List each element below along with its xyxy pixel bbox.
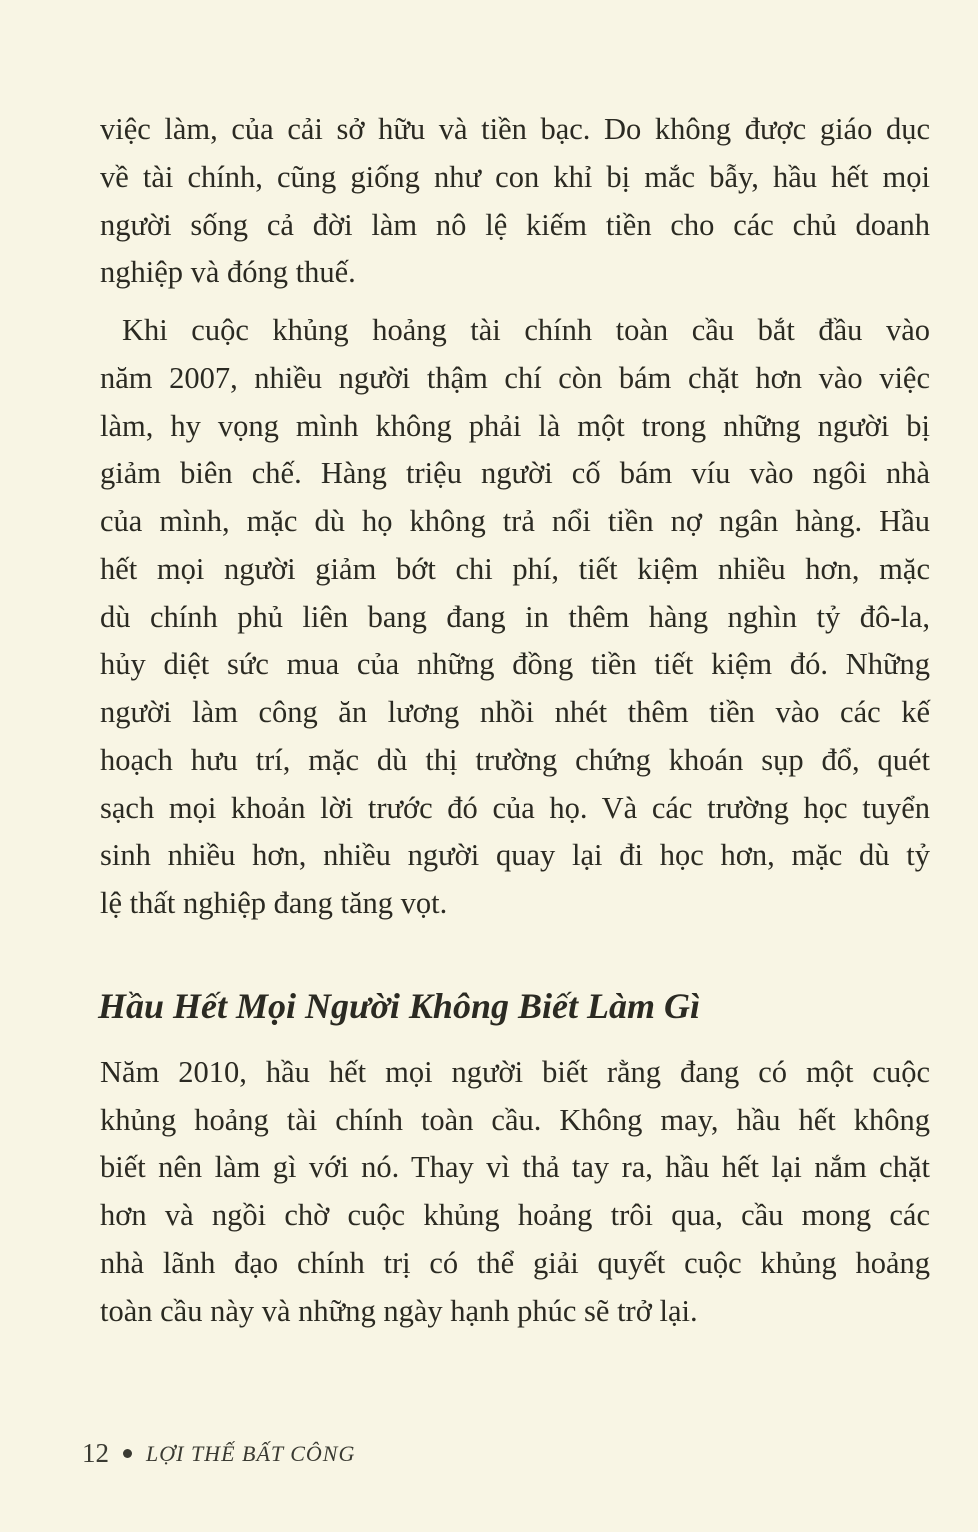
text-line: Năm 2010, hầu hết mọi người biết rằng đang có một cuộc (100, 1054, 930, 1089)
text-line: biết nên làm gì với nó. Thay vì thả tay ra, hầu hết lại nắm chặt (100, 1150, 930, 1185)
text-line: nhà lãnh đạo chính trị có thể giải quyết cuộc khủng hoảng (100, 1245, 930, 1280)
text-line: dù chính phủ liên bang đang in thêm hàng nghìn tỷ đô-la, (100, 599, 930, 634)
text-line: của mình, mặc dù họ không trả nổi tiền nợ ngân hàng. Hầu (100, 504, 930, 538)
paragraph-3 (100, 1049, 930, 1336)
page-number: 12 (82, 1438, 109, 1468)
text-line: khủng hoảng tài chính toàn cầu. Không may, hầu hết không (100, 1102, 930, 1137)
text-line: giảm biên chế. Hàng triệu người cố bám víu vào ngôi nhà (100, 456, 930, 491)
page-body (100, 106, 930, 1335)
text-line: hủy diệt sức mua của những đồng tiền tiết kiệm đó. Những (100, 647, 930, 682)
text-line: việc làm, của cải sở hữu và tiền bạc. Do không được giáo dục (100, 112, 930, 146)
text-line: hết mọi người giảm bớt chi phí, tiết kiệm nhiều hơn, mặc (100, 551, 930, 586)
text-line: lệ thất nghiệp đang tăng vọt. (100, 886, 448, 920)
text-line: làm, hy vọng mình không phải là một trong những người bị (100, 408, 930, 443)
text-line: hoạch hưu trí, mặc dù thị trường chứng khoán sụp đổ, quét (100, 742, 930, 777)
text-line: sạch mọi khoản lời trước đó của họ. Và các trường học tuyển (100, 790, 930, 825)
text-line: sinh nhiều hơn, nhiều người quay lại đi học hơn, mặc dù tỷ (100, 838, 930, 873)
text-line: Khi cuộc khủng hoảng tài chính toàn cầu bắt đầu vào (122, 313, 930, 347)
bullet-ornament-icon (123, 1449, 132, 1458)
paragraph-2 (100, 307, 930, 928)
running-title: LỢI THẾ BẤT CÔNG (146, 1440, 356, 1466)
text-line: năm 2007, nhiều người thậm chí còn bám chặt hơn vào việc (100, 360, 930, 395)
text-line: hơn và ngồi chờ cuộc khủng hoảng trôi qua, cầu mong các (100, 1198, 930, 1232)
text-line: nghiệp và đóng thuế. (100, 255, 356, 290)
section-heading: Hầu Hết Mọi Người Không Biết Làm Gì (98, 985, 700, 1026)
text-line: người làm công ăn lương nhồi nhét thêm tiền vào các kế (100, 695, 930, 729)
text-line: người sống cả đời làm nô lệ kiếm tiền cho các chủ doanh (100, 207, 930, 242)
paragraph-1 (100, 106, 930, 297)
page-footer (82, 1438, 355, 1469)
text-line: về tài chính, cũng giống như con khỉ bị mắc bẫy, hầu hết mọi (100, 159, 930, 194)
text-line: toàn cầu này và những ngày hạnh phúc sẽ trở lại. (100, 1293, 698, 1328)
